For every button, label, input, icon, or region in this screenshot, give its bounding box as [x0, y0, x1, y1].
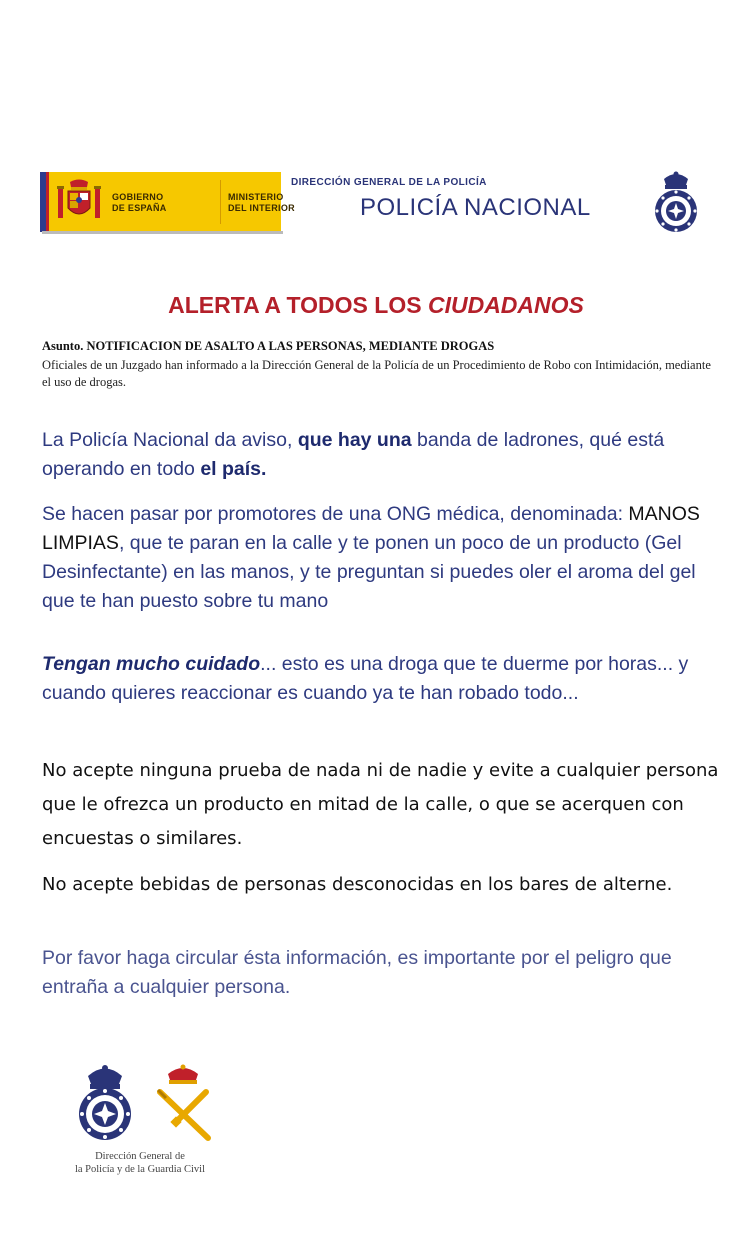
paragraph-aviso: [42, 426, 722, 484]
footer-line-1: Dirección General de: [95, 1151, 185, 1162]
paragraph-cuidado: [42, 650, 722, 708]
policia-nacional-label: POLICÍA NACIONAL: [360, 194, 591, 221]
alert-title: [0, 292, 752, 319]
text-span: La Policía Nacional da aviso,: [42, 429, 298, 451]
text-span: , que te paran en la calle y te ponen un poco de un producto (Gel Desinfectante) en las manos, y te preguntan si puedes oler el aroma del gel que te han puesto sobre tu mano: [42, 532, 696, 612]
text-span: banda de ladrones, qué está operando en todo: [42, 429, 665, 480]
paragraph-no-acepte-bebidas: No acepte bebidas de personas desconocidas en los bares de alterne.: [42, 874, 673, 895]
paragraph-promotores: [42, 500, 722, 616]
guardia-civil-emblem-icon: [150, 1062, 216, 1142]
gobierno-line-2: DE ESPAÑA: [112, 203, 167, 213]
ministerio-line-2: DEL INTERIOR: [228, 203, 295, 213]
bold-span: el país.: [200, 458, 267, 480]
footer-label: [40, 1150, 240, 1176]
manos-limpias-span: MANOS LIMPIAS: [42, 503, 700, 554]
paragraph-no-acepte-prueba: No acepte ninguna prueba de nada ni de nadie y evite a cualquier persona que le ofrezca un producto en mitad de la calle, o que se acerquen con encuestas o similares.: [42, 760, 719, 849]
spanish-coat-of-arms-icon: [56, 178, 102, 226]
text-span: ... esto es una droga que te duerme por horas... y cuando quieres reaccionar es cuando ya te han robado todo...: [42, 653, 689, 704]
emphasis-span: Tengan mucho cuidado: [42, 653, 261, 675]
gobierno-label: [112, 192, 212, 214]
alert-title-prefix: ALERTA A TODOS LOS: [168, 292, 428, 318]
policia-nacional-emblem-icon: [70, 1062, 140, 1142]
direccion-general-label: DIRECCIÓN GENERAL DE LA POLICÍA: [291, 177, 487, 188]
asunto-line: Asunto. NOTIFICACION DE ASALTO A LAS PERSONAS, MEDIANTE DROGAS: [42, 339, 495, 353]
gobierno-line-1: GOBIERNO: [112, 192, 164, 202]
footer-line-2: la Policía y de la Guardia Civil: [74, 1164, 206, 1175]
alert-title-emphasis: CIUDADANOS: [427, 292, 584, 318]
banner-divider: [220, 180, 221, 224]
banner-stripe-red: [46, 172, 49, 232]
banner-shadow: [42, 231, 283, 234]
bold-span: que hay una: [297, 429, 412, 451]
ministerio-label: [228, 192, 308, 214]
text-span: Se hacen pasar por promotores de una ONG médica, denominada:: [42, 503, 629, 525]
policia-nacional-emblem-icon: [652, 169, 700, 237]
ministerio-line-1: MINISTERIO: [228, 192, 284, 202]
gobierno-espana-banner: [40, 172, 295, 232]
paragraph-circular: Por favor haga circular ésta información, es importante por el peligro que entraña a cualquier persona.: [42, 947, 672, 998]
intro-paragraph: Oficiales de un Juzgado han informado a la Dirección General de la Policía de un Procedimiento de Robo con Intimidación, mediante el uso de drogas.: [42, 358, 711, 389]
